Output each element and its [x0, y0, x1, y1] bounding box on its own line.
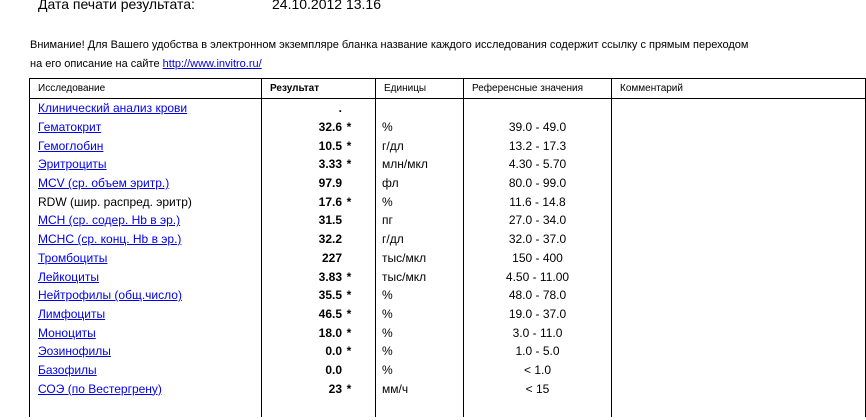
test-name-link[interactable]: Гематокрит	[38, 120, 102, 135]
column-header-units: Единицы	[376, 79, 464, 99]
unit-cell: %	[376, 342, 464, 361]
reference-cell: 3.0 - 11.0	[464, 323, 612, 342]
reference-cell: 4.50 - 11.00	[464, 267, 612, 286]
unit-cell: %	[376, 286, 464, 305]
comment-cell	[612, 118, 866, 137]
result-cell	[262, 379, 376, 398]
notice	[30, 36, 748, 74]
unit-cell: %	[376, 192, 464, 211]
table-row	[30, 286, 866, 305]
notice-line-2-prefix: на его описание на сайте	[30, 58, 160, 70]
table-row	[30, 342, 866, 361]
test-name-link[interactable]: СОЭ (по Вестергрену)	[38, 381, 162, 396]
table-row	[30, 379, 866, 398]
unit-cell: тыс/мкл	[376, 267, 464, 286]
test-name-link[interactable]: MCV (ср. объем эритр.)	[38, 176, 170, 191]
test-name-cell	[30, 174, 262, 193]
invitro-site-link[interactable]: http://www.invitro.ru/	[162, 58, 262, 70]
comment-cell	[612, 286, 866, 305]
out-of-range-flag: *	[346, 194, 352, 209]
result-value: 32.2	[318, 232, 342, 247]
result-cell	[262, 267, 376, 286]
comment-cell	[612, 99, 866, 118]
test-name-cell	[30, 230, 262, 249]
reference-cell: 1.0 - 5.0	[464, 342, 612, 361]
empty-cell	[30, 398, 262, 417]
result-cell	[262, 174, 376, 193]
table-row	[30, 211, 866, 230]
result-cell	[262, 211, 376, 230]
result-cell	[262, 361, 376, 380]
out-of-range-flag: *	[346, 344, 352, 359]
result-value: 31.5	[318, 213, 342, 228]
result-value: 227	[321, 250, 342, 265]
print-date-value: 24.10.2012 13.16	[272, 0, 381, 12]
result-cell	[262, 118, 376, 137]
test-name-cell	[30, 99, 262, 118]
table-row	[30, 361, 866, 380]
result-cell	[262, 136, 376, 155]
comment-cell	[612, 174, 866, 193]
unit-cell: тыс/мкл	[376, 249, 464, 268]
empty-cell	[262, 398, 376, 417]
test-name: RDW (шир. распред. эритр)	[38, 194, 192, 209]
reference-cell: 27.0 - 34.0	[464, 211, 612, 230]
result-value: 97.9	[318, 176, 342, 191]
result-value: 17.6	[318, 194, 342, 209]
comment-cell	[612, 249, 866, 268]
result-value: 0.0	[325, 344, 342, 359]
table-row	[30, 99, 866, 118]
reference-cell: 80.0 - 99.0	[464, 174, 612, 193]
test-name-cell	[30, 136, 262, 155]
out-of-range-flag: *	[346, 120, 352, 135]
unit-cell: %	[376, 305, 464, 324]
test-name-link[interactable]: MCH (ср. содер. Hb в эр.)	[38, 213, 181, 228]
test-name-link[interactable]: Клинический анализ крови	[38, 101, 188, 116]
result-value: 3.83	[318, 269, 342, 284]
comment-cell	[612, 136, 866, 155]
out-of-range-flag: *	[346, 288, 352, 303]
unit-cell: г/дл	[376, 230, 464, 249]
column-header-result: Результат	[262, 79, 376, 99]
result-cell	[262, 155, 376, 174]
table-row	[30, 230, 866, 249]
test-name-cell	[30, 379, 262, 398]
filler-row	[30, 398, 866, 417]
notice-line-1: Внимание! Для Вашего удобства в электронном экземпляре бланка название каждого исследования содержит ссылку с прямым переходом	[30, 39, 749, 51]
table-row	[30, 323, 866, 342]
reference-cell: 32.0 - 37.0	[464, 230, 612, 249]
table-row	[30, 249, 866, 268]
test-name-link[interactable]: MCHC (ср. конц. Hb в эр.)	[38, 232, 182, 247]
result-value: 23	[328, 381, 342, 396]
reference-cell: 39.0 - 49.0	[464, 118, 612, 137]
results-body	[30, 99, 866, 417]
empty-cell	[464, 398, 612, 417]
comment-cell	[612, 361, 866, 380]
test-name-cell	[30, 118, 262, 137]
comment-cell	[612, 211, 866, 230]
result-cell	[262, 342, 376, 361]
test-name-cell	[30, 342, 262, 361]
test-name-link[interactable]: Нейтрофилы (общ.число)	[38, 288, 182, 303]
result-cell	[262, 230, 376, 249]
test-name-cell	[30, 305, 262, 324]
print-date-label: Дата печати результата:	[38, 0, 195, 12]
comment-cell	[612, 192, 866, 211]
column-header-reference: Референсные значения	[464, 79, 612, 99]
test-name-cell	[30, 267, 262, 286]
test-name-link[interactable]: Лимфоциты	[38, 306, 106, 321]
reference-cell: 4.30 - 5.70	[464, 155, 612, 174]
result-value: 35.5	[318, 288, 342, 303]
reference-cell	[464, 99, 612, 118]
result-value: .	[338, 101, 342, 116]
comment-cell	[612, 342, 866, 361]
test-name-cell	[30, 155, 262, 174]
test-name-link[interactable]: Эритроциты	[38, 157, 107, 172]
empty-cell	[376, 398, 464, 417]
out-of-range-flag: *	[346, 381, 352, 396]
comment-cell	[612, 267, 866, 286]
test-name-cell	[30, 361, 262, 380]
result-cell	[262, 192, 376, 211]
table-row	[30, 192, 866, 211]
result-value: 0.0	[325, 362, 342, 377]
test-name-link[interactable]: Моноциты	[38, 325, 96, 340]
results-table	[29, 78, 866, 417]
result-value: 18.0	[318, 325, 342, 340]
out-of-range-flag: *	[346, 325, 352, 340]
result-cell	[262, 249, 376, 268]
table-header-row	[30, 79, 866, 99]
result-value: 3.33	[318, 157, 342, 172]
test-name-cell	[30, 286, 262, 305]
table-row	[30, 118, 866, 137]
reference-cell: 19.0 - 37.0	[464, 305, 612, 324]
out-of-range-flag: *	[346, 138, 352, 153]
test-name-cell	[30, 211, 262, 230]
comment-cell	[612, 323, 866, 342]
unit-cell: %	[376, 361, 464, 380]
column-header-test: Исследование	[30, 79, 262, 99]
reference-cell: 13.2 - 17.3	[464, 136, 612, 155]
test-name-link[interactable]: Базофилы	[38, 362, 97, 377]
unit-cell	[376, 99, 464, 118]
result-cell	[262, 99, 376, 118]
table-row	[30, 155, 866, 174]
table-row	[30, 174, 866, 193]
unit-cell: пг	[376, 211, 464, 230]
out-of-range-flag: *	[346, 269, 352, 284]
reference-cell: < 1.0	[464, 361, 612, 380]
result-value: 32.6	[318, 120, 342, 135]
comment-cell	[612, 230, 866, 249]
reference-cell: 11.6 - 14.8	[464, 192, 612, 211]
unit-cell: млн/мкл	[376, 155, 464, 174]
test-name-link[interactable]: Тромбоциты	[38, 250, 108, 265]
comment-cell	[612, 305, 866, 324]
test-name-link[interactable]: Гемоглобин	[38, 138, 104, 153]
result-cell	[262, 286, 376, 305]
table-row	[30, 267, 866, 286]
test-name-cell	[30, 323, 262, 342]
unit-cell: г/дл	[376, 136, 464, 155]
column-header-comment: Комментарий	[612, 79, 866, 99]
notice-line-2	[30, 55, 748, 74]
unit-cell: мм/ч	[376, 379, 464, 398]
reference-cell: 150 - 400	[464, 249, 612, 268]
out-of-range-flag: *	[346, 157, 352, 172]
test-name-cell	[30, 192, 262, 211]
empty-cell	[612, 398, 866, 417]
comment-cell	[612, 155, 866, 174]
unit-cell: %	[376, 323, 464, 342]
out-of-range-flag: *	[346, 306, 352, 321]
reference-cell: < 15	[464, 379, 612, 398]
result-value: 46.5	[318, 306, 342, 321]
unit-cell: фл	[376, 174, 464, 193]
table-row	[30, 136, 866, 155]
reference-cell: 48.0 - 78.0	[464, 286, 612, 305]
result-cell	[262, 305, 376, 324]
test-name-link[interactable]: Лейкоциты	[38, 269, 100, 284]
test-name-cell	[30, 249, 262, 268]
test-name-link[interactable]: Эозинофилы	[38, 344, 111, 359]
result-value: 10.5	[318, 138, 342, 153]
unit-cell: %	[376, 118, 464, 137]
table-row	[30, 305, 866, 324]
comment-cell	[612, 379, 866, 398]
result-cell	[262, 323, 376, 342]
